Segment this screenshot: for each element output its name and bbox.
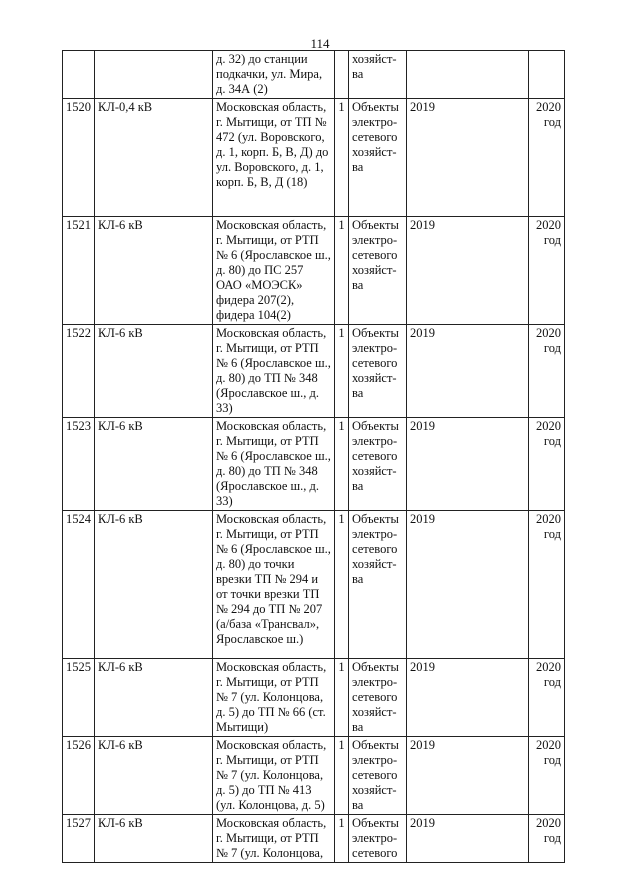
table-row (63, 511, 565, 659)
cable-type: КЛ-6 кВ (95, 511, 213, 659)
end-year: 2020 год (529, 815, 565, 863)
start-year (407, 51, 529, 99)
row-number: 1524 (63, 511, 95, 659)
row-number: 1527 (63, 815, 95, 863)
route-description: Московская область, г. Мытищи, от РТП № 6 (Ярославское ш., д. 80) до ПС 257 ОАО «МОЭСК» фидера 207(2), фидера 104(2) (213, 217, 335, 325)
route-description: Московская область, г. Мытищи, от РТП № 6 (Ярославское ш., д. 80) до ТП № 348 (Ярославское ш., д. 33) (213, 325, 335, 418)
row-number: 1525 (63, 659, 95, 737)
table-row (63, 217, 565, 325)
end-year: 2020 год (529, 737, 565, 815)
end-year: 2020 год (529, 325, 565, 418)
quantity: 1 (335, 815, 349, 863)
end-year: 2020 год (529, 99, 565, 217)
route-description: Московская область, г. Мытищи, от РТП № 6 (Ярославское ш., д. 80) до точки врезки ТП № 294 и от точки врезки ТП № 294 до ТП № 207 (а/база «Трансвал», Ярославское ш.) (213, 511, 335, 659)
route-description: Московская область, г. Мытищи, от РТП № 7 (ул. Колонцова, (213, 815, 335, 863)
quantity: 1 (335, 325, 349, 418)
start-year: 2019 (407, 511, 529, 659)
object-purpose: Объекты электро-сетевого хозяйст-ва (349, 737, 407, 815)
end-year: 2020 год (529, 659, 565, 737)
quantity: 1 (335, 217, 349, 325)
object-purpose: Объекты электро-сетевого хозяйст-ва (349, 659, 407, 737)
objects-table (62, 50, 565, 863)
quantity: 1 (335, 511, 349, 659)
row-number: 1523 (63, 418, 95, 511)
route-description: Московская область, г. Мытищи, от РТП № 7 (ул. Колонцова, д. 5) до ТП № 413 (ул. Колонцова, д. 5) (213, 737, 335, 815)
end-year (529, 51, 565, 99)
route-description: Московская область, г. Мытищи, от РТП № 6 (Ярославское ш., д. 80) до ТП № 348 (Ярославское ш., д. 33) (213, 418, 335, 511)
cable-type: КЛ-6 кВ (95, 659, 213, 737)
row-number: 1520 (63, 99, 95, 217)
object-purpose: Объекты электро-сетевого хозяйст-ва (349, 217, 407, 325)
table-row (63, 51, 565, 99)
row-number: 1522 (63, 325, 95, 418)
object-purpose: Объекты электро-сетевого хозяйст-ва (349, 325, 407, 418)
cable-type: КЛ-6 кВ (95, 737, 213, 815)
cable-type (95, 51, 213, 99)
quantity: 1 (335, 659, 349, 737)
quantity: 1 (335, 737, 349, 815)
cable-type: КЛ-0,4 кВ (95, 99, 213, 217)
table-row (63, 815, 565, 863)
start-year: 2019 (407, 325, 529, 418)
row-number: 1521 (63, 217, 95, 325)
cable-type: КЛ-6 кВ (95, 418, 213, 511)
row-number (63, 51, 95, 99)
table-row (63, 737, 565, 815)
table-row (63, 99, 565, 217)
cable-type: КЛ-6 кВ (95, 815, 213, 863)
object-purpose: Объекты электро-сетевого (349, 815, 407, 863)
table-row (63, 418, 565, 511)
quantity (335, 51, 349, 99)
start-year: 2019 (407, 418, 529, 511)
object-purpose: Объекты электро-сетевого хозяйст-ва (349, 99, 407, 217)
route-description: Московская область, г. Мытищи, от ТП № 472 (ул. Воровского, д. 1, корп. Б, В, Д) до ул. Воровского, д. 1, корп. Б, В, Д (18) (213, 99, 335, 217)
quantity: 1 (335, 99, 349, 217)
quantity: 1 (335, 418, 349, 511)
start-year: 2019 (407, 659, 529, 737)
start-year: 2019 (407, 217, 529, 325)
cable-type: КЛ-6 кВ (95, 217, 213, 325)
route-description: д. 32) до станции подкачки, ул. Мира, д. 34А (2) (213, 51, 335, 99)
object-purpose: Объекты электро-сетевого хозяйст-ва (349, 511, 407, 659)
table-row (63, 325, 565, 418)
start-year: 2019 (407, 815, 529, 863)
start-year: 2019 (407, 737, 529, 815)
table-row (63, 659, 565, 737)
end-year: 2020 год (529, 511, 565, 659)
row-number: 1526 (63, 737, 95, 815)
start-year: 2019 (407, 99, 529, 217)
object-purpose: хозяйст-ва (349, 51, 407, 99)
object-purpose: Объекты электро-сетевого хозяйст-ва (349, 418, 407, 511)
page-number: 114 (310, 36, 330, 51)
cable-type: КЛ-6 кВ (95, 325, 213, 418)
end-year: 2020 год (529, 418, 565, 511)
route-description: Московская область, г. Мытищи, от РТП № 7 (ул. Колонцова, д. 5) до ТП № 66 (ст. Мытищи) (213, 659, 335, 737)
end-year: 2020 год (529, 217, 565, 325)
